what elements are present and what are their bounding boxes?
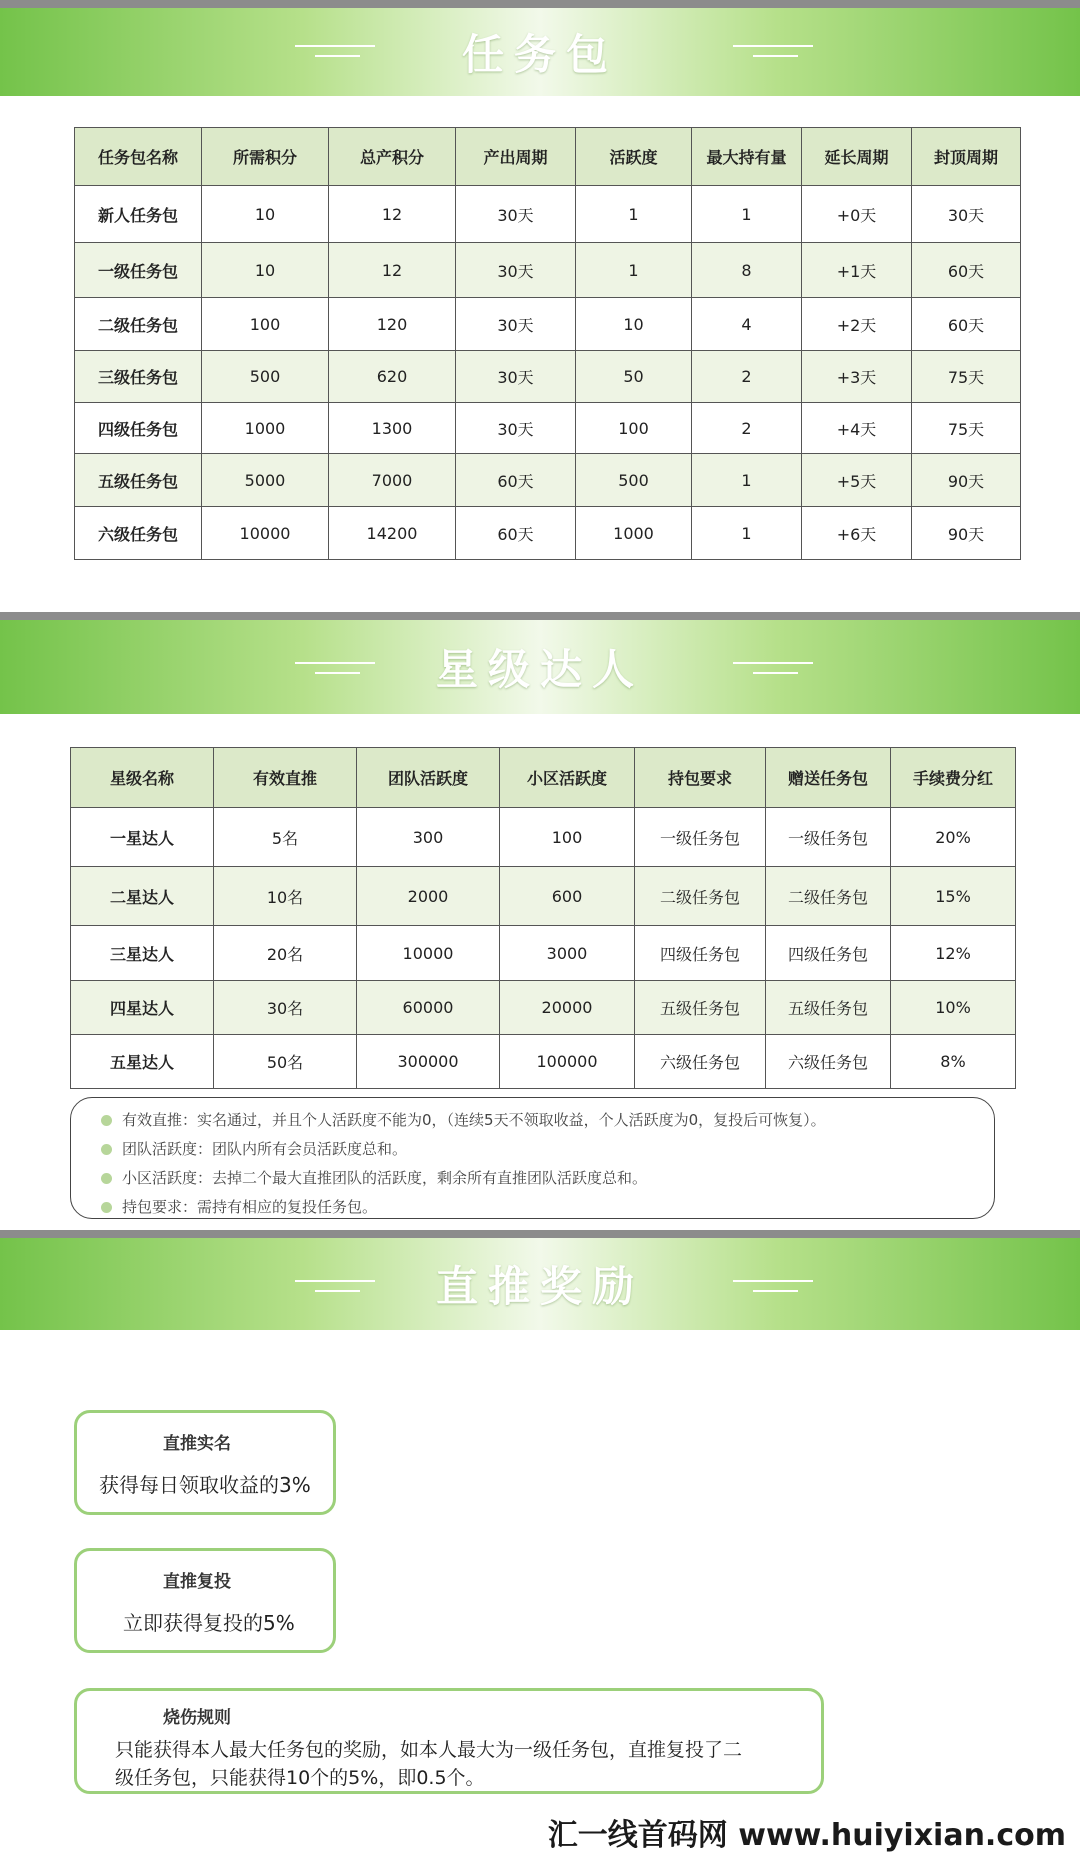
table-cell: 12 — [329, 243, 456, 298]
table-cell: 100 — [576, 403, 692, 454]
table-row — [75, 351, 1021, 403]
table-row — [71, 926, 1016, 981]
table-cell: 620 — [329, 351, 456, 403]
table-cell: 90天 — [912, 507, 1021, 560]
banner-decoration-right — [733, 662, 813, 676]
table-cell: 二级任务包 — [635, 867, 766, 926]
table-cell: 新人任务包 — [75, 186, 202, 243]
table-cell: 四级任务包 — [75, 403, 202, 454]
section-divider — [0, 1230, 1080, 1238]
table-cell: 1000 — [576, 507, 692, 560]
table-cell: 20000 — [500, 981, 635, 1035]
table-cell: 4 — [692, 298, 802, 351]
column-header: 活跃度 — [576, 128, 692, 186]
card-text: 立即获得复投的5% — [123, 1611, 295, 1635]
note-item — [101, 1106, 994, 1135]
table-cell: 2000 — [357, 867, 500, 926]
column-header: 总产积分 — [329, 128, 456, 186]
table-cell: +3天 — [802, 351, 912, 403]
table-row — [75, 243, 1021, 298]
table-cell: +6天 — [802, 507, 912, 560]
table-cell: 50 — [576, 351, 692, 403]
table-cell: 30天 — [456, 298, 576, 351]
table-cell: 5名 — [214, 808, 357, 867]
note-text: 有效直推：实名通过，并且个人活跃度不能为0，（连续5天不领取收益，个人活跃度为0，复投后可恢复）。 — [122, 1111, 826, 1129]
card-text: 级任务包，只能获得10个的5%，即0.5个。 — [115, 1767, 485, 1789]
table-cell: 六级任务包 — [75, 507, 202, 560]
star-section-title: 星级达人 — [435, 645, 644, 694]
table-cell: 三级任务包 — [75, 351, 202, 403]
table-cell: 二星达人 — [71, 867, 214, 926]
table-cell: 3000 — [500, 926, 635, 981]
bullet-dot-icon — [101, 1202, 112, 1213]
table-cell: 四级任务包 — [766, 926, 891, 981]
table-cell: 1 — [576, 186, 692, 243]
reward-card-realname — [74, 1410, 336, 1515]
note-item — [101, 1135, 994, 1164]
note-item — [101, 1193, 994, 1222]
table-cell: 2 — [692, 403, 802, 454]
table-cell: 300 — [357, 808, 500, 867]
referral-section-banner — [0, 1238, 1080, 1330]
table-cell: 500 — [576, 454, 692, 507]
table-cell: 90天 — [912, 454, 1021, 507]
column-header: 有效直推 — [214, 748, 357, 808]
column-header: 产出周期 — [456, 128, 576, 186]
table-cell: 10 — [202, 186, 329, 243]
column-header: 所需积分 — [202, 128, 329, 186]
table-cell: 120 — [329, 298, 456, 351]
table-row — [71, 1035, 1016, 1089]
banner-decoration-right — [733, 45, 813, 59]
table-cell: 8% — [891, 1035, 1016, 1089]
referral-section-title: 直推奖励 — [435, 1262, 644, 1311]
table-cell: 一级任务包 — [635, 808, 766, 867]
table-cell: 三星达人 — [71, 926, 214, 981]
table-cell: 1 — [692, 186, 802, 243]
table-cell: 75天 — [912, 351, 1021, 403]
column-header: 持包要求 — [635, 748, 766, 808]
table-cell: 五星达人 — [71, 1035, 214, 1089]
star-section-banner — [0, 620, 1080, 714]
column-header: 延长周期 — [802, 128, 912, 186]
column-header: 星级名称 — [71, 748, 214, 808]
table-cell: 1 — [576, 243, 692, 298]
note-text: 团队活跃度：团队内所有会员活跃度总和。 — [122, 1140, 408, 1158]
table-row — [75, 186, 1021, 243]
table-cell: 100000 — [500, 1035, 635, 1089]
table-cell: 五级任务包 — [75, 454, 202, 507]
table-cell: 四级任务包 — [635, 926, 766, 981]
banner-decoration-right — [733, 1280, 813, 1294]
table-cell: 600 — [500, 867, 635, 926]
table-cell: 一级任务包 — [766, 808, 891, 867]
table-cell: 二级任务包 — [766, 867, 891, 926]
table-cell: 2 — [692, 351, 802, 403]
table-cell: 30天 — [456, 186, 576, 243]
table-row — [75, 507, 1021, 560]
table-cell: 8 — [692, 243, 802, 298]
table-cell: 一级任务包 — [75, 243, 202, 298]
table-cell: +5天 — [802, 454, 912, 507]
table-cell: 100 — [202, 298, 329, 351]
table-cell: 30天 — [456, 243, 576, 298]
top-divider — [0, 0, 1080, 8]
table-cell: 一星达人 — [71, 808, 214, 867]
table-cell: 60天 — [456, 507, 576, 560]
table-cell: +1天 — [802, 243, 912, 298]
note-text: 持包要求：需持有相应的复投任务包。 — [122, 1198, 378, 1216]
bullet-dot-icon — [101, 1115, 112, 1126]
table-cell: 1000 — [202, 403, 329, 454]
table-cell: 14200 — [329, 507, 456, 560]
table-cell: 10% — [891, 981, 1016, 1035]
table-header-row — [71, 748, 1016, 808]
card-text: 只能获得本人最大任务包的奖励，如本人最大为一级任务包，直推复投了二 — [115, 1739, 743, 1761]
column-header: 小区活跃度 — [500, 748, 635, 808]
table-cell: 15% — [891, 867, 1016, 926]
note-text: 小区活跃度：去掉二个最大直推团队的活跃度，剩余所有直推团队活跃度总和。 — [122, 1169, 648, 1187]
task-section-title: 任务包 — [461, 30, 618, 79]
table-cell: 六级任务包 — [766, 1035, 891, 1089]
bullet-dot-icon — [101, 1144, 112, 1155]
star-notes-box — [70, 1097, 995, 1219]
card-title: 直推复投 — [163, 1572, 231, 1592]
table-row — [75, 298, 1021, 351]
table-cell: 500 — [202, 351, 329, 403]
table-row — [71, 867, 1016, 926]
table-cell: 300000 — [357, 1035, 500, 1089]
table-cell: 20% — [891, 808, 1016, 867]
table-cell: +0天 — [802, 186, 912, 243]
table-cell: 60天 — [456, 454, 576, 507]
table-cell: 10名 — [214, 867, 357, 926]
table-header-row — [75, 128, 1021, 186]
table-cell: 100 — [500, 808, 635, 867]
table-cell: 12 — [329, 186, 456, 243]
column-header: 赠送任务包 — [766, 748, 891, 808]
note-item — [101, 1164, 994, 1193]
table-cell: 30天 — [912, 186, 1021, 243]
column-header: 任务包名称 — [75, 128, 202, 186]
table-cell: 10 — [576, 298, 692, 351]
table-row — [71, 981, 1016, 1035]
table-cell: 7000 — [329, 454, 456, 507]
card-text: 获得每日领取收益的3% — [99, 1473, 311, 1497]
watermark: 汇一线首码网 www.huiyixian.com — [547, 1818, 1066, 1853]
table-cell: 四星达人 — [71, 981, 214, 1035]
table-cell: 10000 — [202, 507, 329, 560]
table-cell: 30名 — [214, 981, 357, 1035]
table-cell: 50名 — [214, 1035, 357, 1089]
table-cell: 75天 — [912, 403, 1021, 454]
table-cell: 10000 — [357, 926, 500, 981]
table-cell: 1 — [692, 507, 802, 560]
column-header: 封顶周期 — [912, 128, 1021, 186]
table-cell: 60天 — [912, 298, 1021, 351]
table-cell: 60天 — [912, 243, 1021, 298]
bullet-dot-icon — [101, 1173, 112, 1184]
column-header: 团队活跃度 — [357, 748, 500, 808]
card-title: 烧伤规则 — [163, 1708, 231, 1728]
card-title: 直推实名 — [163, 1434, 231, 1454]
table-cell: 10 — [202, 243, 329, 298]
task-package-table — [74, 127, 1021, 560]
column-header: 手续费分红 — [891, 748, 1016, 808]
reward-card-burn-rule — [74, 1688, 824, 1794]
table-row — [75, 403, 1021, 454]
table-cell: 二级任务包 — [75, 298, 202, 351]
table-cell: 六级任务包 — [635, 1035, 766, 1089]
table-cell: 1300 — [329, 403, 456, 454]
star-level-table — [70, 747, 1016, 1089]
section-divider — [0, 612, 1080, 620]
table-cell: +2天 — [802, 298, 912, 351]
table-row — [71, 808, 1016, 867]
table-cell: +4天 — [802, 403, 912, 454]
table-cell: 30天 — [456, 403, 576, 454]
table-cell: 30天 — [456, 351, 576, 403]
table-cell: 五级任务包 — [766, 981, 891, 1035]
reward-card-reinvest — [74, 1548, 336, 1653]
table-cell: 20名 — [214, 926, 357, 981]
table-cell: 12% — [891, 926, 1016, 981]
table-row — [75, 454, 1021, 507]
task-section-banner — [0, 8, 1080, 96]
table-cell: 60000 — [357, 981, 500, 1035]
table-cell: 五级任务包 — [635, 981, 766, 1035]
table-cell: 1 — [692, 454, 802, 507]
column-header: 最大持有量 — [692, 128, 802, 186]
table-cell: 5000 — [202, 454, 329, 507]
